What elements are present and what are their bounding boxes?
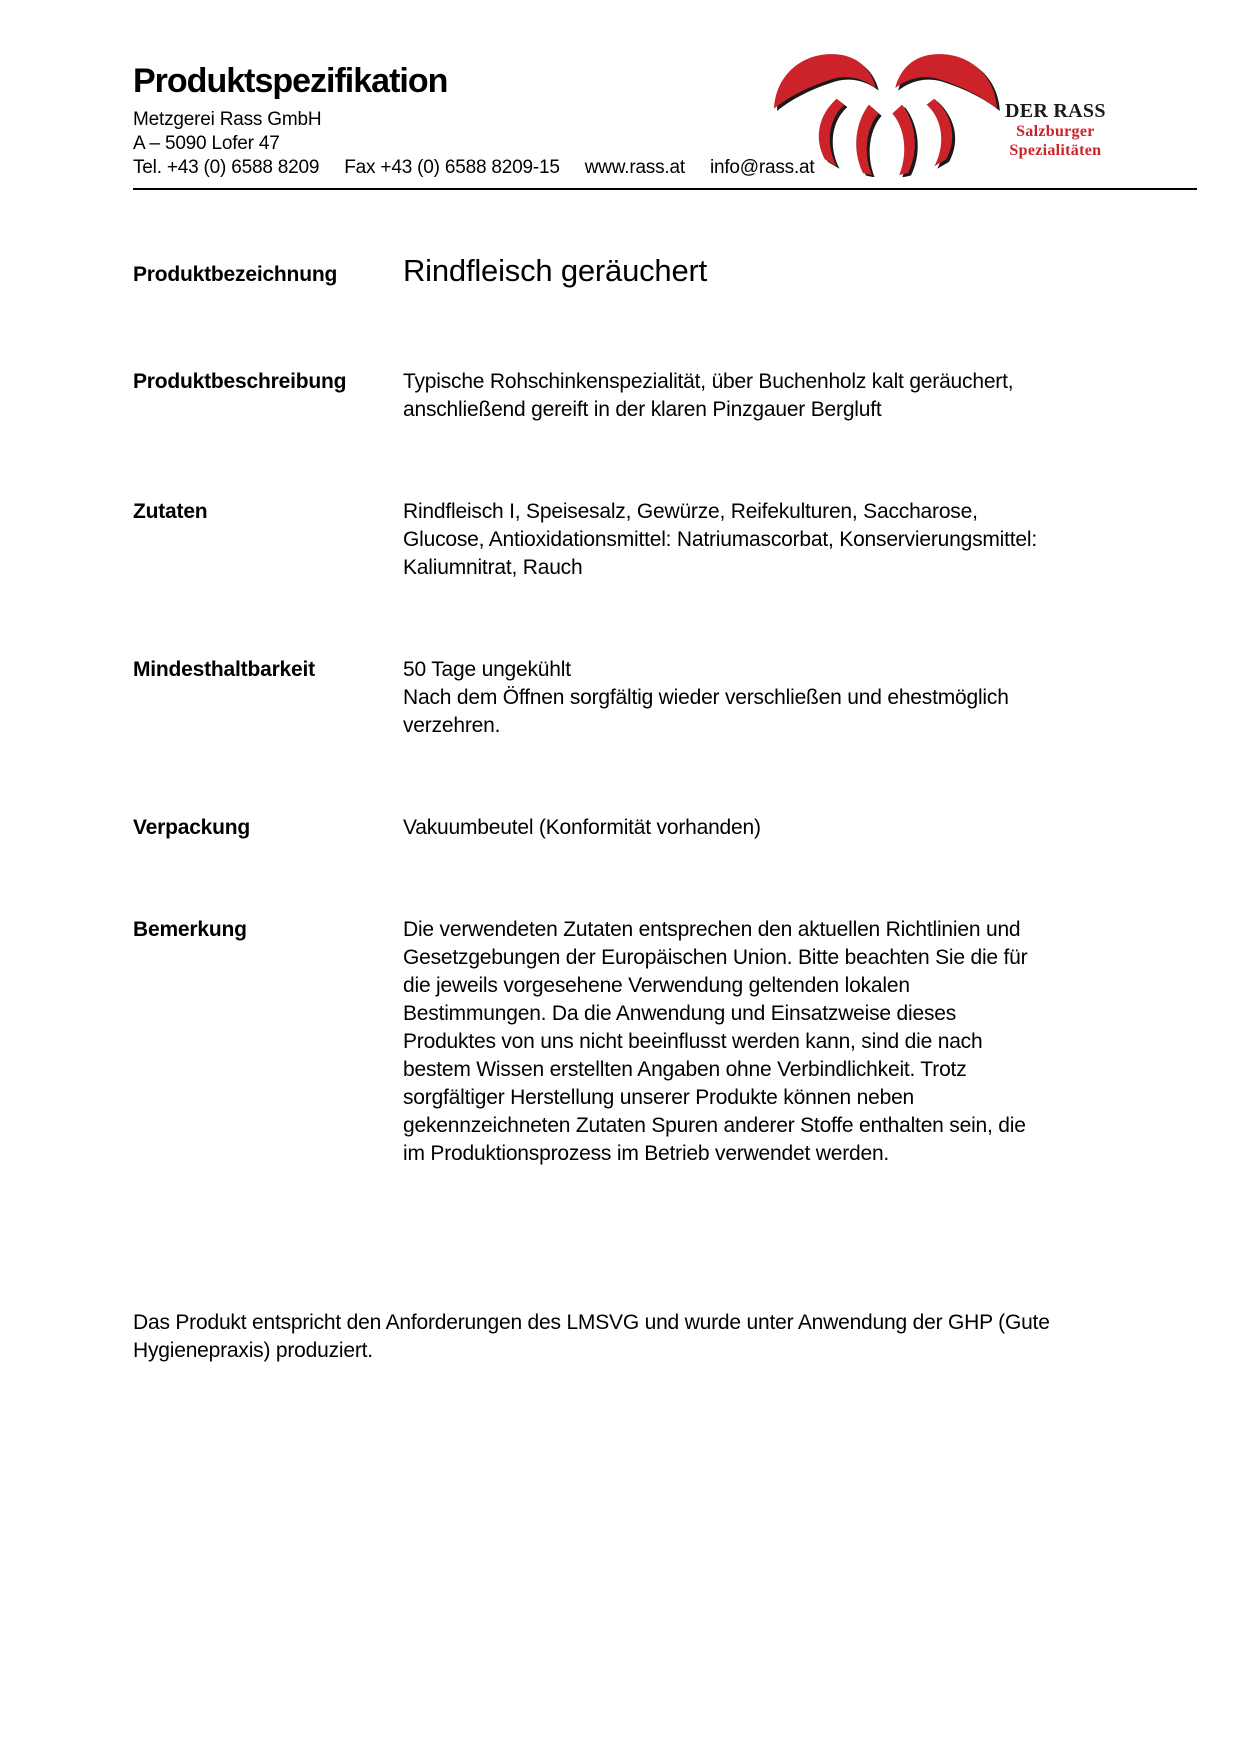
company-fax: Fax +43 (0) 6588 8209-15 — [344, 157, 560, 178]
company-phone: Tel. +43 (0) 6588 8209 — [133, 157, 320, 178]
spec-row — [133, 252, 1107, 290]
spec-value-line: Typische Rohschinkenspezialität, über Buchenholz kalt geräuchert, anschließend gereift in der klaren Pinzgauer Bergluft — [403, 370, 1014, 421]
company-street: A – 5090 Lofer 47 — [133, 133, 280, 154]
spec-value — [403, 656, 1053, 740]
spec-value-line: Vakuumbeutel (Konformität vorhanden) — [403, 816, 761, 839]
spec-label: Zutaten — [133, 500, 208, 523]
company-website: www.rass.at — [584, 157, 685, 178]
company-logo — [768, 46, 1118, 178]
spec-value-line: Rindfleisch I, Speisesalz, Gewürze, Reifekulturen, Saccharose, Glucose, Antioxidationsmittel: Natriumascorbat, Konservierungsmittel: Kaliumnitrat, Rauch — [403, 500, 1037, 579]
spec-row — [133, 916, 1107, 1168]
logo-subtitle-line1: Salzburger — [1016, 123, 1095, 140]
spec-value-line: Nach dem Öffnen sorgfältig wieder verschließen und ehestmöglich verzehren. — [403, 686, 1009, 737]
spec-value — [403, 814, 1053, 842]
spec-value — [403, 916, 1053, 1168]
page-title: Produktspezifikation — [133, 62, 448, 100]
spec-sections — [133, 252, 1107, 1168]
spec-row — [133, 498, 1107, 582]
company-email: info@rass.at — [709, 157, 815, 178]
spec-value — [403, 498, 1053, 582]
logo-brand-name: DER RASS — [1005, 100, 1106, 122]
spec-value-line: 50 Tage ungekühlt — [403, 658, 571, 681]
bull-red-shape — [774, 54, 997, 175]
spec-value-line: Rindfleisch geräuchert — [403, 253, 708, 288]
spec-value — [403, 368, 1053, 424]
spec-value — [403, 252, 1053, 290]
spec-row — [133, 814, 1107, 842]
company-name: Metzgerei Rass GmbH — [133, 109, 322, 130]
header-divider — [133, 188, 1197, 190]
spec-label: Produktbezeichnung — [133, 263, 338, 286]
spec-label: Mindesthaltbarkeit — [133, 658, 315, 681]
logo-wordmark — [1005, 100, 1106, 160]
spec-value-line: Die verwendeten Zutaten entsprechen den aktuellen Richtlinien und Gesetzgebungen der Europäischen Union. Bitte beachten Sie die für die jeweils vorgesehene Verwendung geltenden lokalen Bestimmungen. Da die Anwendung und Einsatzweise dieses Produktes von uns nicht beeinflusst werden kann, sind die nach bestem Wissen erstellten Angaben ohne Verbindlichkeit. Trotz sorgfältiger Herstellung unserer Produkte können neben gekennzeichneten Zutaten Spuren anderer Stoffe enthalten sein, die im Produktionsprozess im Betrieb verwendet werden. — [403, 918, 1028, 1165]
spec-label: Produktbeschreibung — [133, 370, 347, 393]
logo-subtitle-line2: Spezialitäten — [1009, 142, 1102, 159]
spec-row — [133, 368, 1107, 424]
spec-label: Bemerkung — [133, 918, 247, 941]
bull-head-icon — [768, 46, 1003, 177]
compliance-statement: Das Produkt entspricht den Anforderungen des LMSVG und wurde unter Anwendung der GHP (Gute Hygienepraxis) produziert. — [133, 1311, 1050, 1362]
document-body — [133, 252, 1107, 1386]
spec-row — [133, 656, 1107, 740]
spec-label: Verpackung — [133, 816, 251, 839]
